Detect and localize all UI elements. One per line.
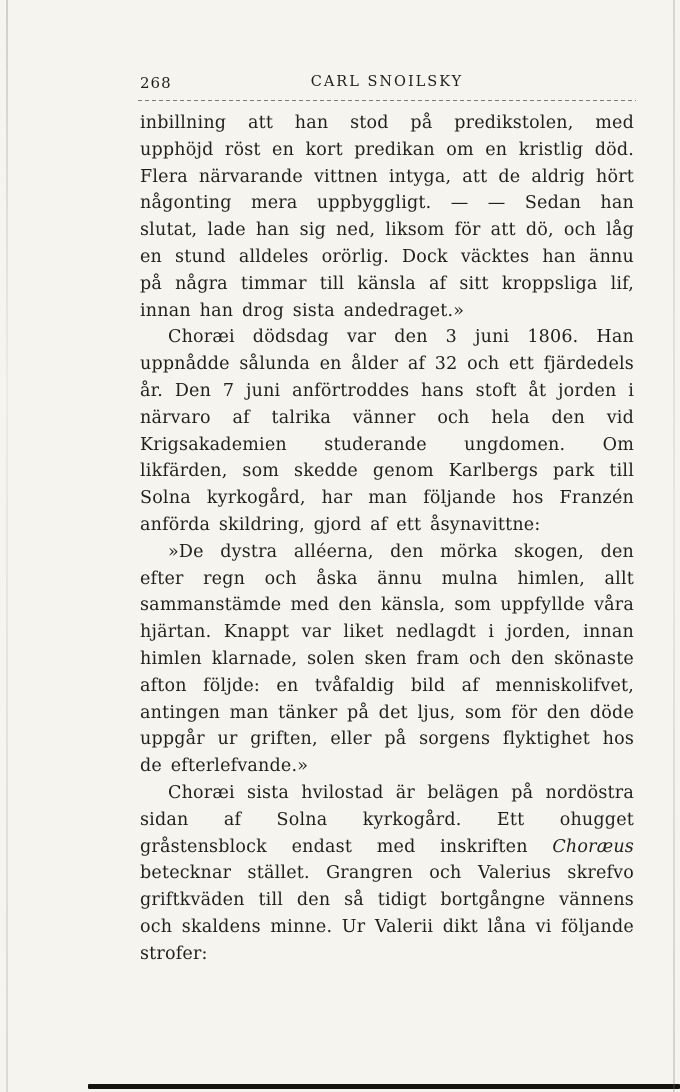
italic-text: Choræus xyxy=(552,836,634,857)
text-segment: »De dystra alléerna, den mörka skogen, den efter regn och åska ännu mulna himlen, allt sammanstämde med den känsla, som uppfyllde våra hjärtan. Knappt var liket nedlagdt i jorden, innan himlen klarnade, solen sken fram och den skönaste afton följde: en tvåfaldig bild af menniskolifvet, antingen man tänker på det ljus, som för den döde uppgår ur griften, eller på sorgens flyktighet hos de efterlefvande.» xyxy=(140,541,634,777)
scan-artifact-left-edge xyxy=(6,0,8,1092)
page-header xyxy=(140,74,634,94)
running-title: CARL SNOILSKY xyxy=(310,74,464,90)
paragraph xyxy=(140,539,634,780)
page-number: 268 xyxy=(140,74,172,92)
header-rule xyxy=(138,100,636,101)
paragraph xyxy=(140,110,634,324)
scan-artifact-bottom-line xyxy=(88,1084,680,1089)
paragraph xyxy=(140,324,634,538)
text-segment: betecknar stället. Grangren och Valerius skrefvo griftkväden till den så tidigt bortgångne vännens och skaldens minne. Ur Valerii dikt låna vi följande strofer: xyxy=(140,863,634,964)
text-segment: inbillning att han stod på predikstolen, med upphöjd röst en kort predikan om en kristlig död. Flera närvarande vittnen intyga, att de aldrig hört någonting mera uppbyggligt. — — Sedan han slutat, lade han sig ned, liksom för att dö, och låg en stund alldeles orörlig. Dock väcktes han ännu på några timmar till känsla af sitt kroppsliga lif, innan han drog sista andedraget.» xyxy=(140,113,634,321)
scan-artifact-right-edge xyxy=(673,0,675,1092)
page-body xyxy=(140,110,634,968)
text-segment: Choræi dödsdag var den 3 juni 1806. Han uppnådde sålunda en ålder af 32 och ett fjärdedels år. Den 7 juni anförtroddes hans stoft åt jorden i närvaro af talrika vänner och hela den vid Krigsakademien studerande ungdomen. Om likfärden, som skedde genom Karlbergs park till Solna kyrkogård, har man följande hos Franzén anförda skildring, gjord af ett åsynavittne: xyxy=(140,327,634,535)
paragraph xyxy=(140,780,634,968)
text-segment: Choræi sista hvilostad är belägen på nordöstra sidan af Solna kyrkogård. Ett ohugget gråstensblock endast med inskriften xyxy=(140,782,634,857)
